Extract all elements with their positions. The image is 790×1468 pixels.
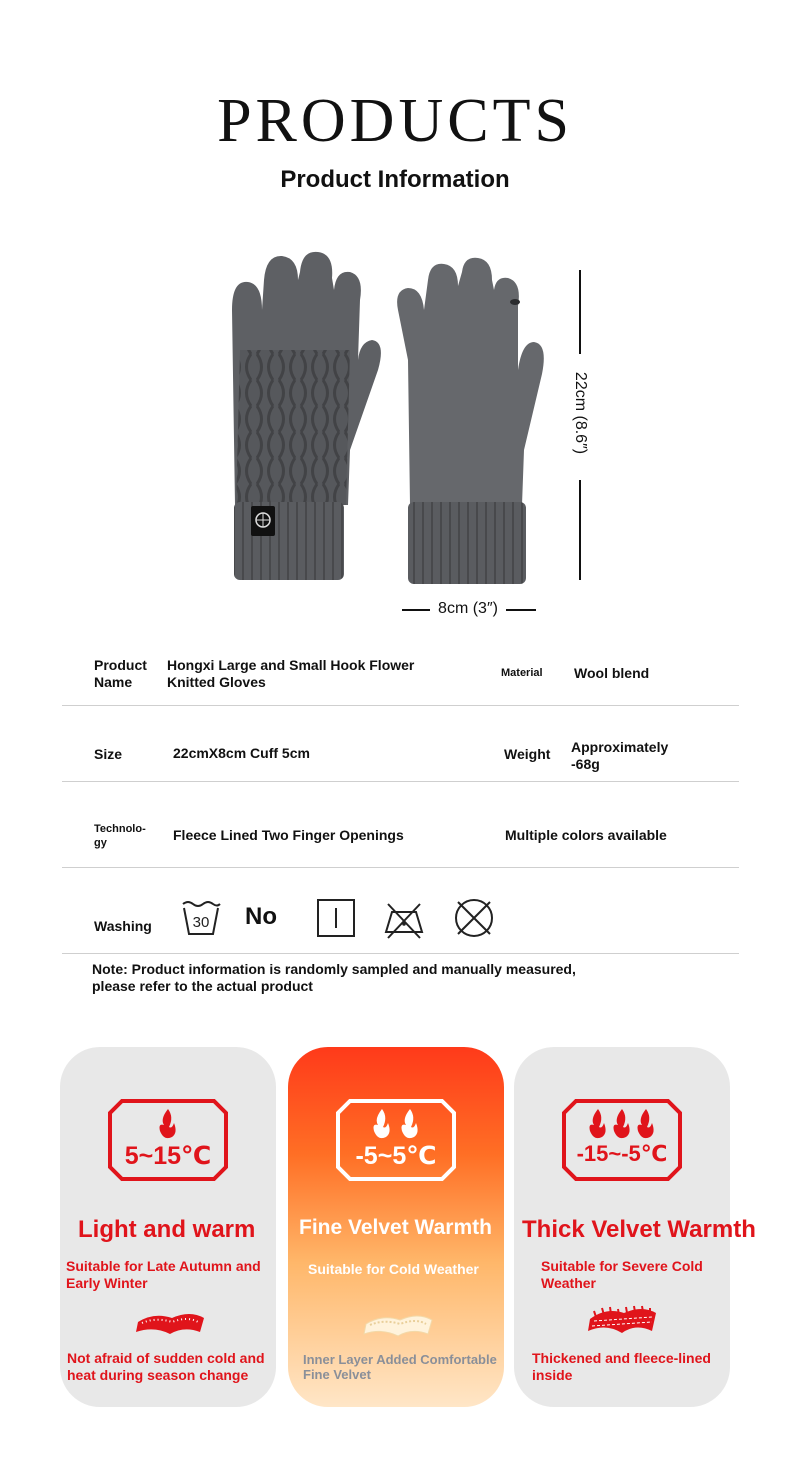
fabric-thin-icon [134,1308,208,1338]
flame-icon [638,1109,654,1138]
no-bleach-text: No [245,903,277,930]
flame-icon [614,1109,630,1138]
material-label: Material [501,667,543,679]
card-suitable: Suitable for Cold Weather [308,1261,479,1277]
right-glove [397,258,544,584]
colors-value: Multiple colors available [505,827,667,843]
card-description: Thickened and fleece-lined inside [532,1350,711,1383]
product-note: Note: Product information is randomly sampled and manually measured, please refer to the actual product [92,961,576,994]
card-title: Thick Velvet Warmth [522,1216,756,1243]
left-glove [232,252,381,580]
card-suitable: Suitable for Severe Cold Weather [541,1258,703,1291]
wash-30-icon [180,898,222,938]
card-description: Inner Layer Added Comfortable Fine Velvet [303,1352,497,1382]
table-divider [62,705,739,706]
height-dimension-line-top [579,270,581,354]
technology-label: Technolo-gy [94,823,146,849]
table-divider [62,781,739,782]
table-divider [62,953,739,954]
flame-icon [374,1109,390,1138]
flame-icon [590,1109,606,1138]
svg-text:30: 30 [192,914,210,931]
temperature-badge [562,1099,682,1181]
flame-icon [402,1109,418,1138]
product-name-label: Product Name [94,657,147,690]
page-subtitle: Product Information [280,166,510,193]
width-dimension-line-left [402,609,430,611]
material-value: Wool blend [574,665,650,681]
washing-label: Washing [94,918,152,934]
technology-value: Fleece Lined Two Finger Openings [173,827,404,843]
gloves-image [210,250,550,590]
temperature-range: 5~15℃ [124,1142,212,1170]
page-title: PRODUCTS [217,87,573,155]
card-title: Fine Velvet Warmth [299,1216,492,1239]
table-divider [62,867,739,868]
no-iron-icon [382,898,426,940]
width-dimension-line-right [506,609,536,611]
no-dry-clean-icon [452,896,496,940]
flame-icon [160,1109,176,1138]
fabric-thick-velvet-icon [586,1303,660,1339]
weight-value: Approximately -68g [571,739,669,772]
product-name-value: Hongxi Large and Small Hook Flower Knitted Gloves [167,657,415,690]
size-label: Size [94,746,123,762]
height-dimension-label: 22cm (8.6″) [572,371,589,455]
temperature-range: -5~5℃ [355,1142,437,1170]
line-dry-icon [316,898,356,938]
height-dimension-line-bottom [579,480,581,580]
fabric-fine-velvet-icon [362,1310,436,1340]
card-suitable: Suitable for Late Autumn and Early Winter [66,1258,261,1291]
size-value: 22cmX8cm Cuff 5cm [173,745,310,761]
card-title: Light and warm [78,1216,256,1243]
card-description: Not afraid of sudden cold and heat during season change [67,1350,265,1383]
temperature-range: -15~-5℃ [576,1141,668,1166]
weight-label: Weight [504,746,551,762]
width-dimension-label: 8cm (3″) [438,600,498,617]
